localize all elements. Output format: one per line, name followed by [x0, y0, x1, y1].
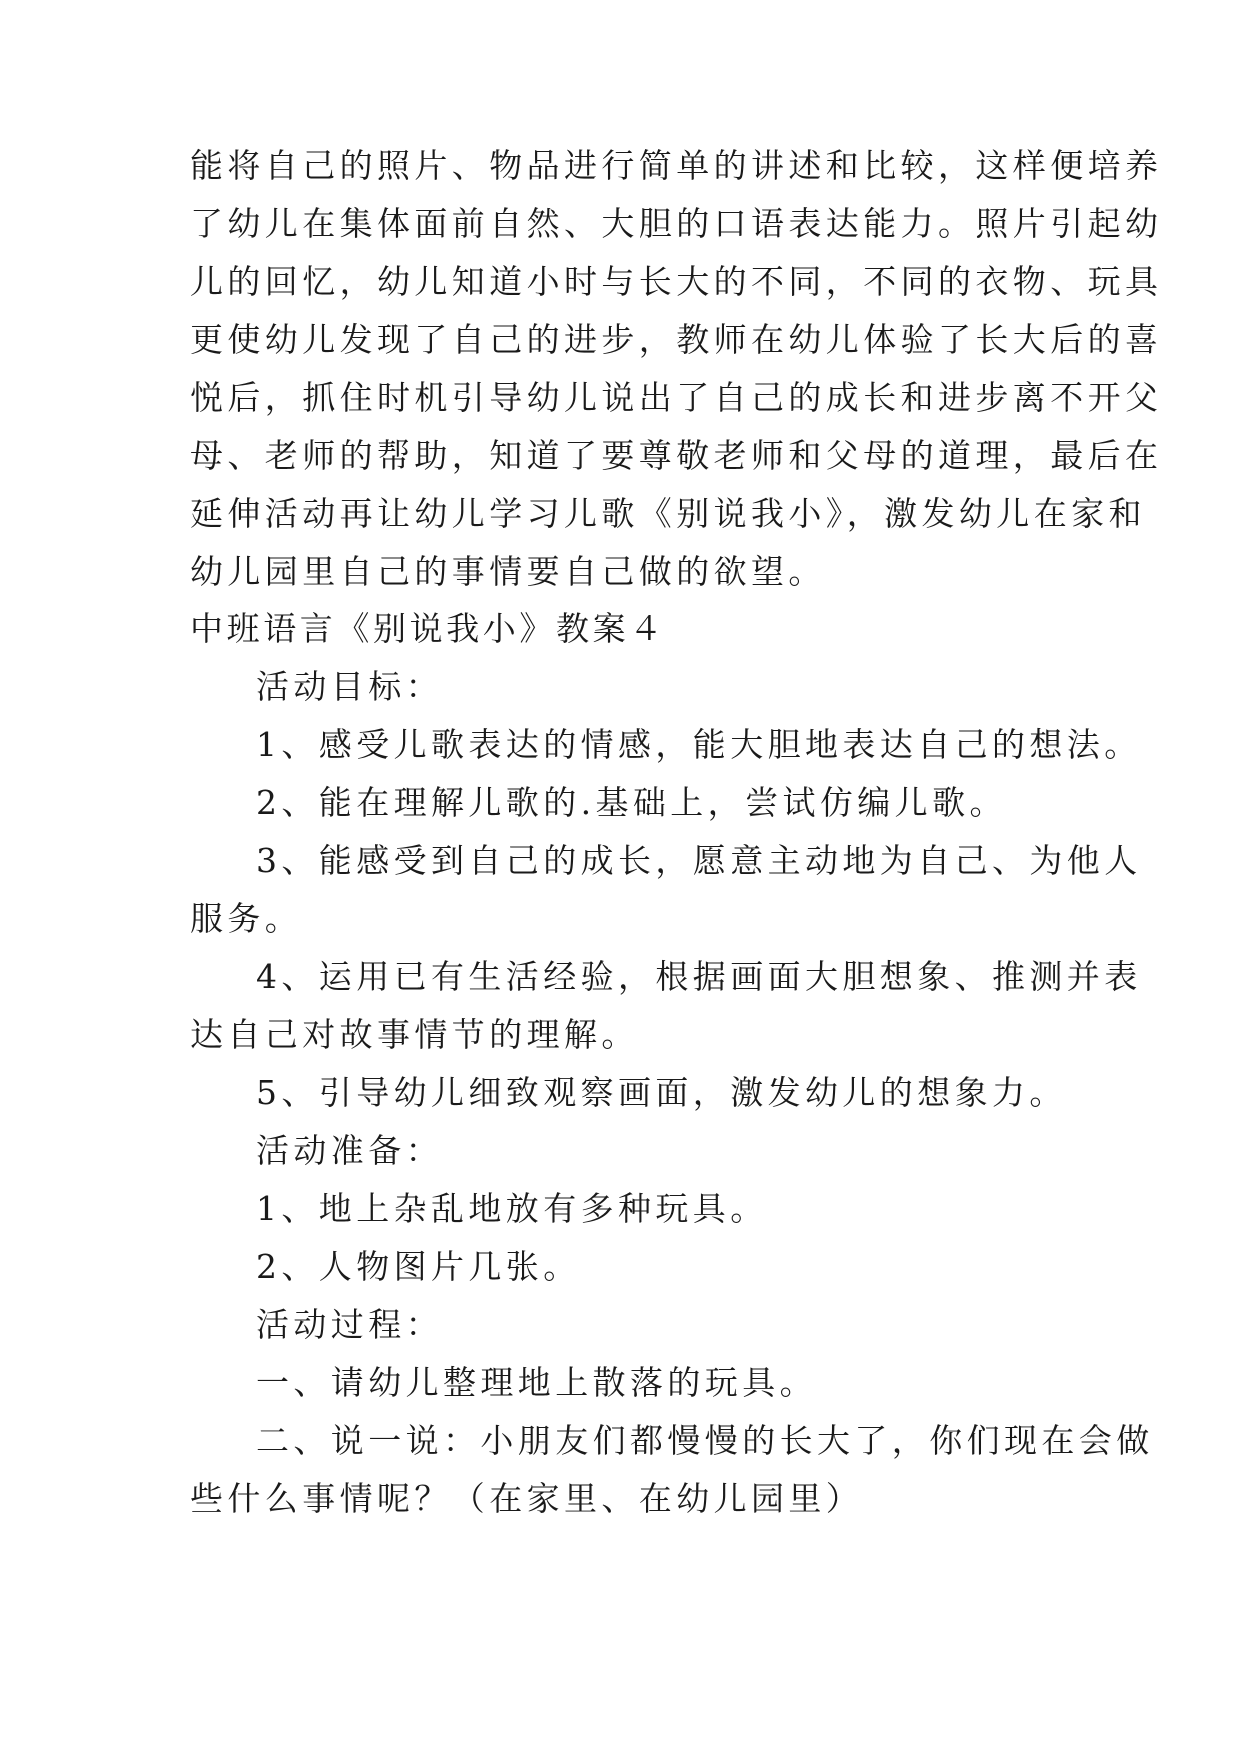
goals-heading: 活动目标： — [256, 667, 443, 706]
goal-item: 4、运用已有生活经验，根据画面大胆想象、推测并表 — [256, 957, 1142, 996]
goal-item: 2、能在理解儿歌的.基础上，尝试仿编儿歌。 — [256, 783, 1007, 822]
intro-paragraph-line: 延伸活动再让幼儿学习儿歌《别说我小》，激发幼儿在家和 — [190, 494, 1146, 533]
process-step: 一、请幼儿整理地上散落的玩具。 — [256, 1363, 817, 1402]
prep-item: 2、人物图片几张。 — [256, 1247, 581, 1286]
process-heading: 活动过程： — [256, 1305, 443, 1344]
goal-item-continuation: 达自己对故事情节的理解。 — [190, 1015, 639, 1054]
intro-paragraph-line: 幼儿园里自己的事情要自己做的欲望。 — [190, 552, 826, 591]
intro-paragraph-line: 母、老师的帮助，知道了要尊敬老师和父母的道理，最后在 — [190, 436, 1163, 475]
intro-paragraph-line: 儿的回忆，幼儿知道小时与长大的不同，不同的衣物、玩具 — [190, 262, 1163, 301]
goal-item: 1、感受儿歌表达的情感，能大胆地表达自己的想法。 — [256, 725, 1142, 764]
process-step-continuation: 些什么事情呢？（在家里、在幼儿园里） — [190, 1479, 864, 1518]
goal-item-continuation: 服务。 — [190, 899, 303, 938]
intro-paragraph-line: 更使幼儿发现了自己的进步，教师在幼儿体验了长大后的喜 — [190, 320, 1163, 359]
intro-paragraph-line: 能将自己的照片、物品进行简单的讲述和比较，这样便培养 — [190, 146, 1163, 185]
intro-paragraph-line: 了幼儿在集体面前自然、大胆的口语表达能力。照片引起幼 — [190, 204, 1163, 243]
intro-paragraph-line: 悦后，抓住时机引导幼儿说出了自己的成长和进步离不开父 — [190, 378, 1163, 417]
prep-heading: 活动准备： — [256, 1131, 443, 1170]
prep-item: 1、地上杂乱地放有多种玩具。 — [256, 1189, 768, 1228]
goal-item: 3、能感受到自己的成长，愿意主动地为自己、为他人 — [256, 841, 1142, 880]
process-step: 二、说一说：小朋友们都慢慢的长大了，你们现在会做 — [256, 1421, 1154, 1460]
section-title: 中班语言《别说我小》教案４ — [190, 609, 666, 648]
goal-item: 5、引导幼儿细致观察画面，激发幼儿的想象力。 — [256, 1073, 1067, 1112]
